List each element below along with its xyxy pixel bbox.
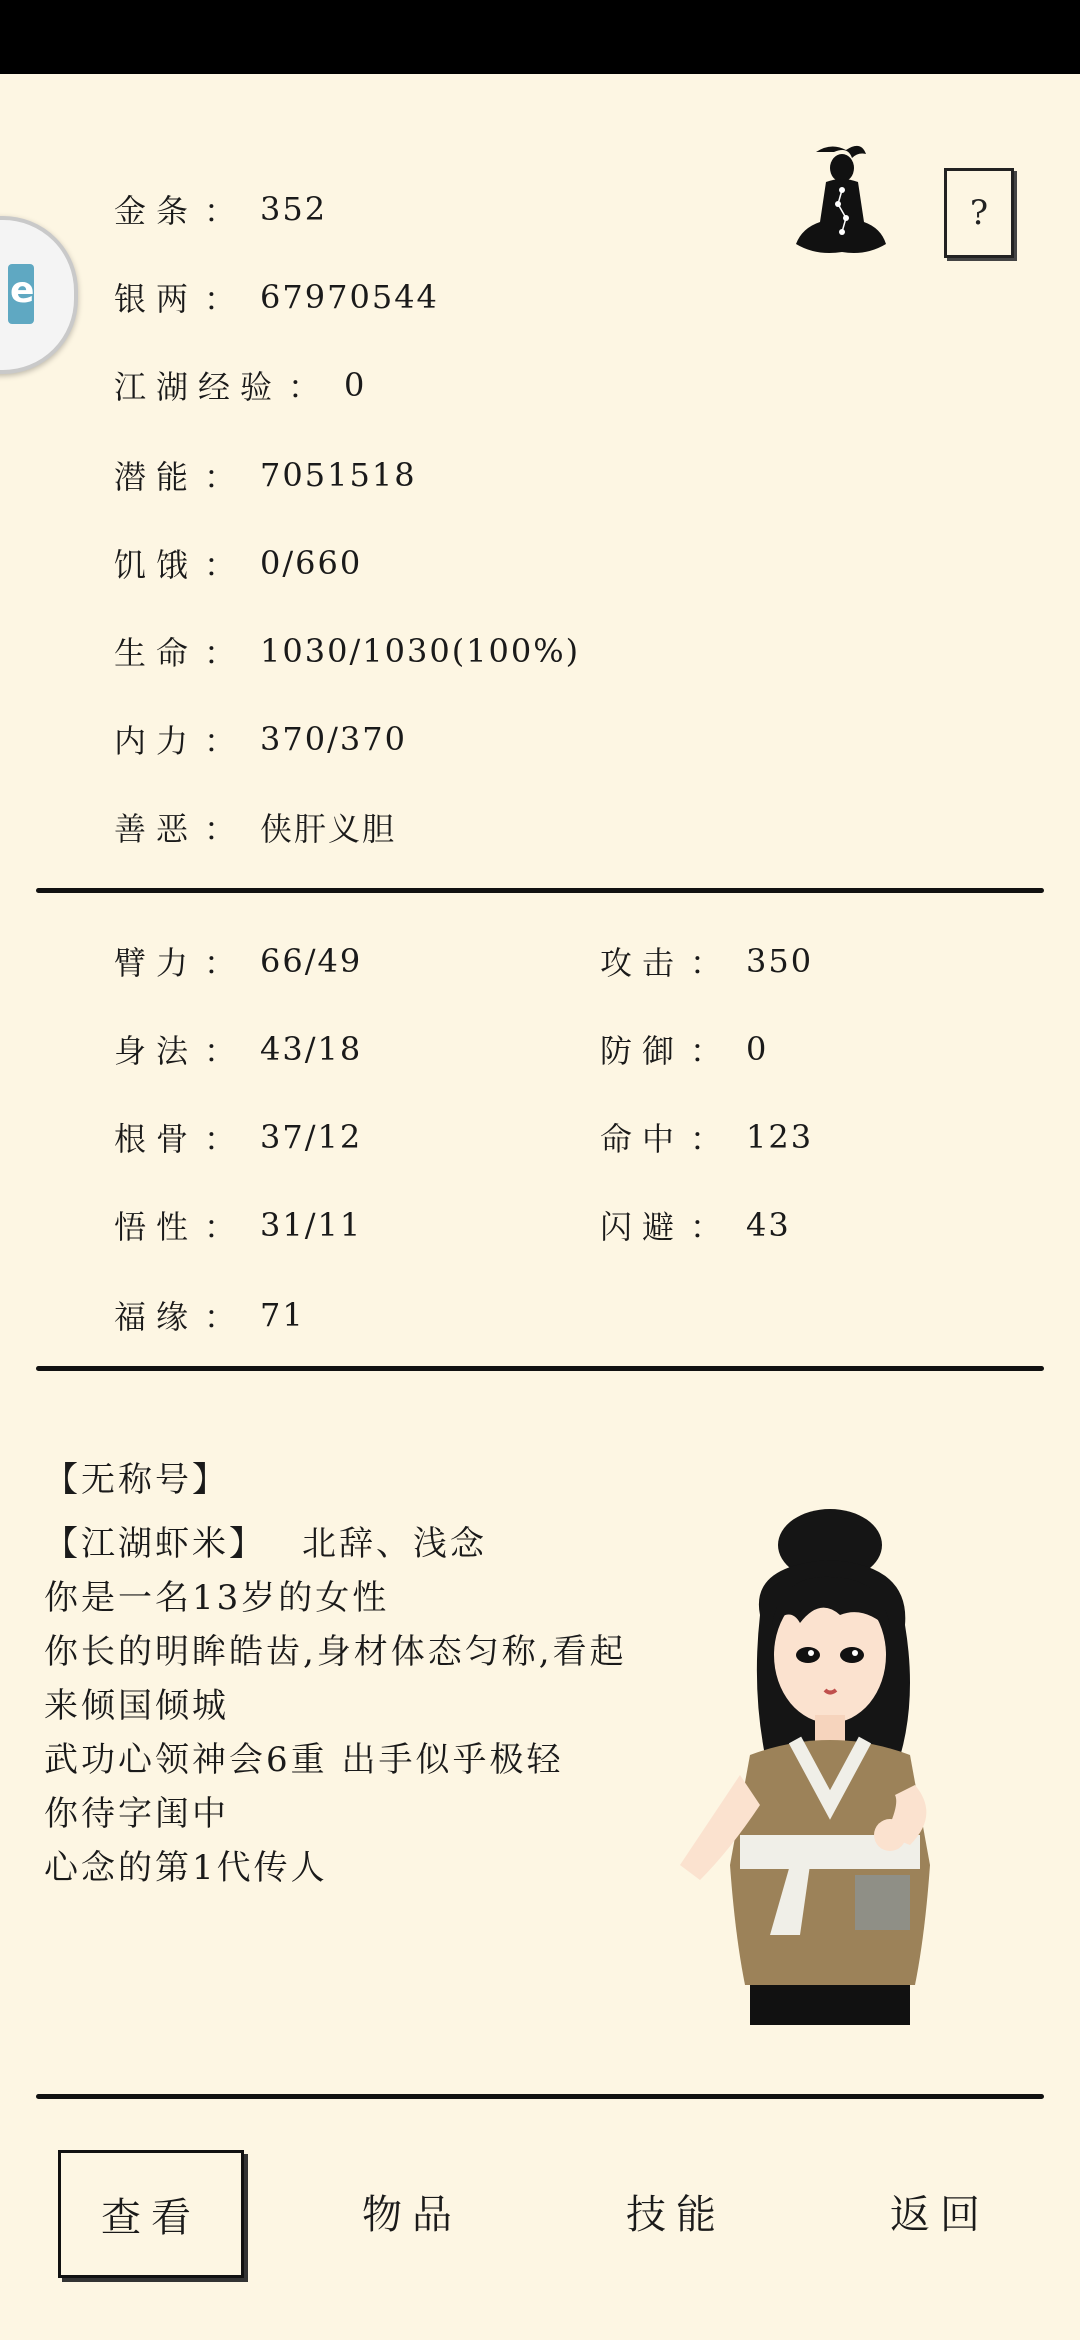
attr-agility: 身法 ： 43/18 <box>114 1030 363 1070</box>
bio-line: 来倾国倾城 <box>44 1686 229 1726</box>
attr-accuracy: 命中 ： 123 <box>600 1118 814 1158</box>
section-divider <box>36 1366 1044 1371</box>
player-rank: 【江湖虾米】 <box>44 1524 266 1564</box>
attr-strength: 臂力 ： 66/49 <box>114 942 363 982</box>
status-bar <box>0 0 1080 74</box>
help-button[interactable]: ? <box>944 168 1014 258</box>
stat-inner-force: 内力 ： 370/370 <box>114 720 407 760</box>
player-title: 【无称号】 <box>44 1460 229 1500</box>
stat-gold-bars: 金条 ： 352 <box>114 190 328 230</box>
attr-dodge: 闪避 ： 43 <box>600 1206 791 1246</box>
stat-potential: 潜能 ： 7051518 <box>114 456 417 496</box>
tab-items[interactable]: 物品 <box>362 2191 462 2238</box>
bio-line: 你是一名13岁的女性 <box>44 1578 390 1618</box>
bio-line: 心念的第1代传人 <box>44 1848 328 1888</box>
tab-view[interactable]: 查看 <box>58 2150 244 2278</box>
bio-line: 你长的明眸皓齿,身材体态匀称,看起 <box>44 1632 627 1672</box>
stat-life: 生命 ： 1030/1030(100%) <box>114 632 581 672</box>
player-rank-name <box>44 1516 487 1565</box>
attr-attack: 攻击 ： 350 <box>600 942 814 982</box>
character-portrait <box>680 1505 970 2025</box>
attr-fortune: 福缘 ： 71 <box>114 1296 305 1336</box>
player-name: 北辞、浅念 <box>302 1524 487 1564</box>
tab-return[interactable]: 返回 <box>890 2191 990 2238</box>
stat-hunger: 饥饿 ： 0/660 <box>114 544 363 584</box>
stat-morality: 善恶 ： 侠肝义胆 <box>114 810 397 848</box>
section-divider <box>36 888 1044 893</box>
attr-constitution: 根骨 ： 37/12 <box>114 1118 363 1158</box>
tab-skills[interactable]: 技能 <box>626 2191 726 2238</box>
floating-assistant-button[interactable] <box>0 216 78 374</box>
section-divider <box>36 2094 1044 2099</box>
stat-jianghu-exp: 江湖经验 ： 0 <box>114 366 367 406</box>
attr-defense: 防御 ： 0 <box>600 1030 769 1070</box>
stat-silver: 银两 ： 67970544 <box>114 278 439 318</box>
meditation-figure-icon[interactable] <box>786 132 896 262</box>
app-logo-icon <box>8 264 34 324</box>
bio-line: 你待字闺中 <box>44 1794 229 1834</box>
attr-comprehension: 悟性 ： 31/11 <box>114 1206 363 1246</box>
bio-line: 武功心领神会6重 出手似乎极轻 <box>44 1740 564 1780</box>
